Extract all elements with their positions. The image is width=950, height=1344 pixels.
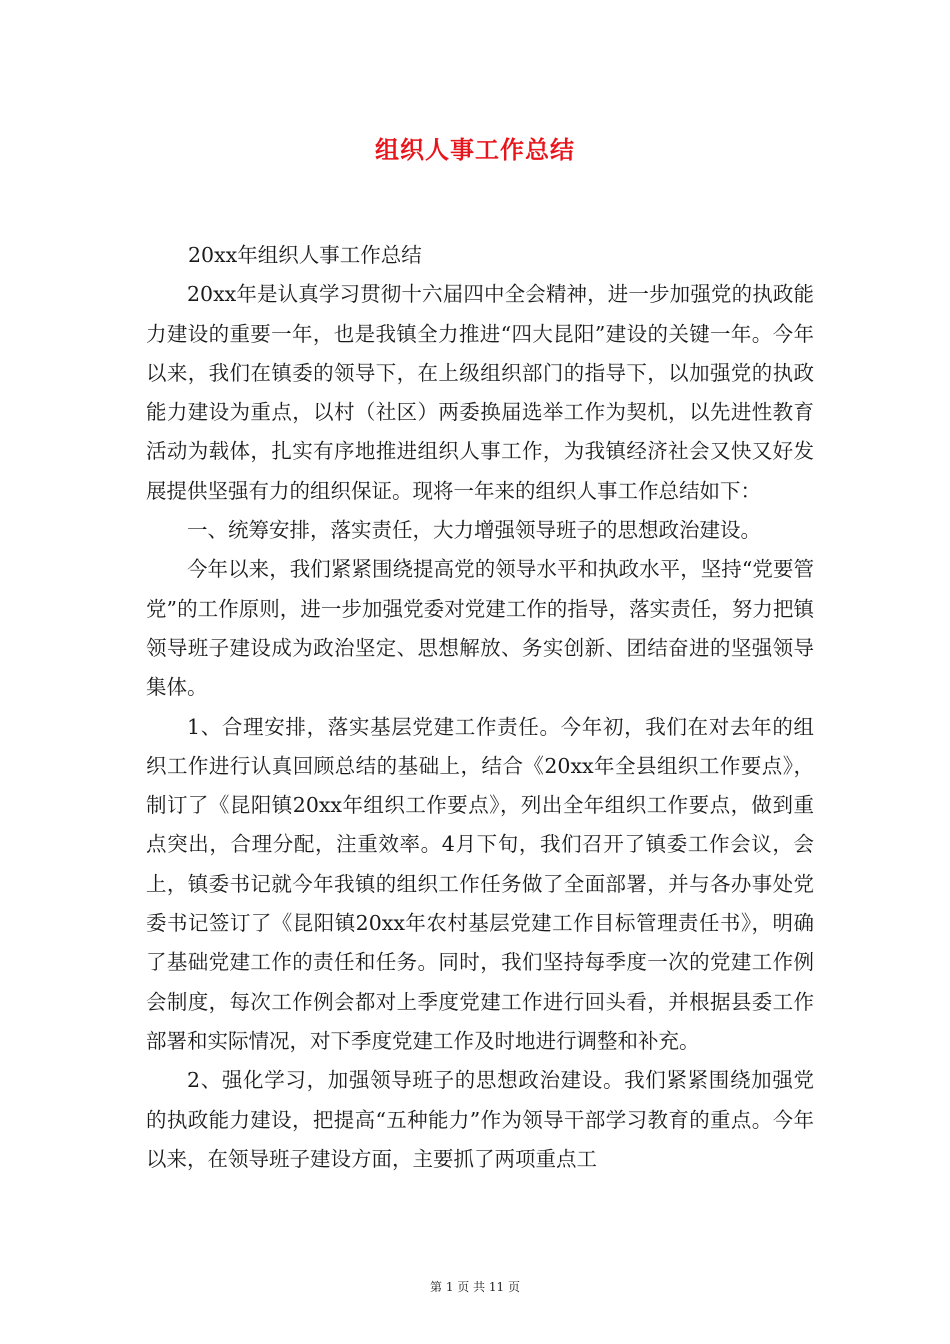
paragraph-item-2: 2、强化学习，加强领导班子的思想政治建设。我们紧紧围绕加强党的执政能力建设，把提高“五种能力”作为领导干部学习教育的重点。今年以来，在领导班子建设方面，主要抓了两项重点工 <box>146 1068 814 1171</box>
document-body <box>146 236 814 1179</box>
paragraph-intro: 20xx年是认真学习贯彻十六届四中全会精神，进一步加强党的执政能力建设的重要一年，也是我镇全力推进“四大昆阳”建设的关键一年。今年以来，我们在镇委的领导下，在上级组织部门的指导下，以加强党的执政能力建设为重点，以村（社区）两委换届选举工作为契机，以先进性教育活动为载体，扎实有序地推进组织人事工作，为我镇经济社会又快又好发展提供坚强有力的组织保证。现将一年来的组织人事工作总结如下： <box>146 282 814 503</box>
section-heading-1: 一、统筹安排，落实责任，大力增强领导班子的思想政治建设。 <box>187 518 761 543</box>
page-number: 第 1 页 共 11 页 <box>430 1280 520 1294</box>
document-subtitle: 20xx年组织人事工作总结 <box>188 243 422 267</box>
paragraph-item-1: 1、合理安排，落实基层党建工作责任。今年初，我们在对去年的组织工作进行认真回顾总结的基础上，结合《20xx年全县组织工作要点》，制订了《昆阳镇20xx年组织工作要点》，列出全年组织工作要点，做到重点突出，合理分配，注重效率。4月下旬，我们召开了镇委工作会议，会上，镇委书记就今年我镇的组织工作任务做了全面部署，并与各办事处党委书记签订了《昆阳镇20xx年农村基层党建工作目标管理责任书》，明确了基础党建工作的责任和任务。同时，我们坚持每季度一次的党建工作例会制度，每次工作例会都对上季度党建工作进行回头看，并根据县委工作部署和实际情况，对下季度党建工作及时地进行调整和补充。 <box>146 714 814 1053</box>
paragraph-section-1: 今年以来，我们紧紧围绕提高党的领导水平和执政水平，坚持“党要管党”的工作原则，进一步加强党委对党建工作的指导，落实责任，努力把镇领导班子建设成为政治坚定、思想解放、务实创新、团结奋进的坚强领导集体。 <box>146 557 814 700</box>
document-title: 组织人事工作总结 <box>375 135 575 164</box>
